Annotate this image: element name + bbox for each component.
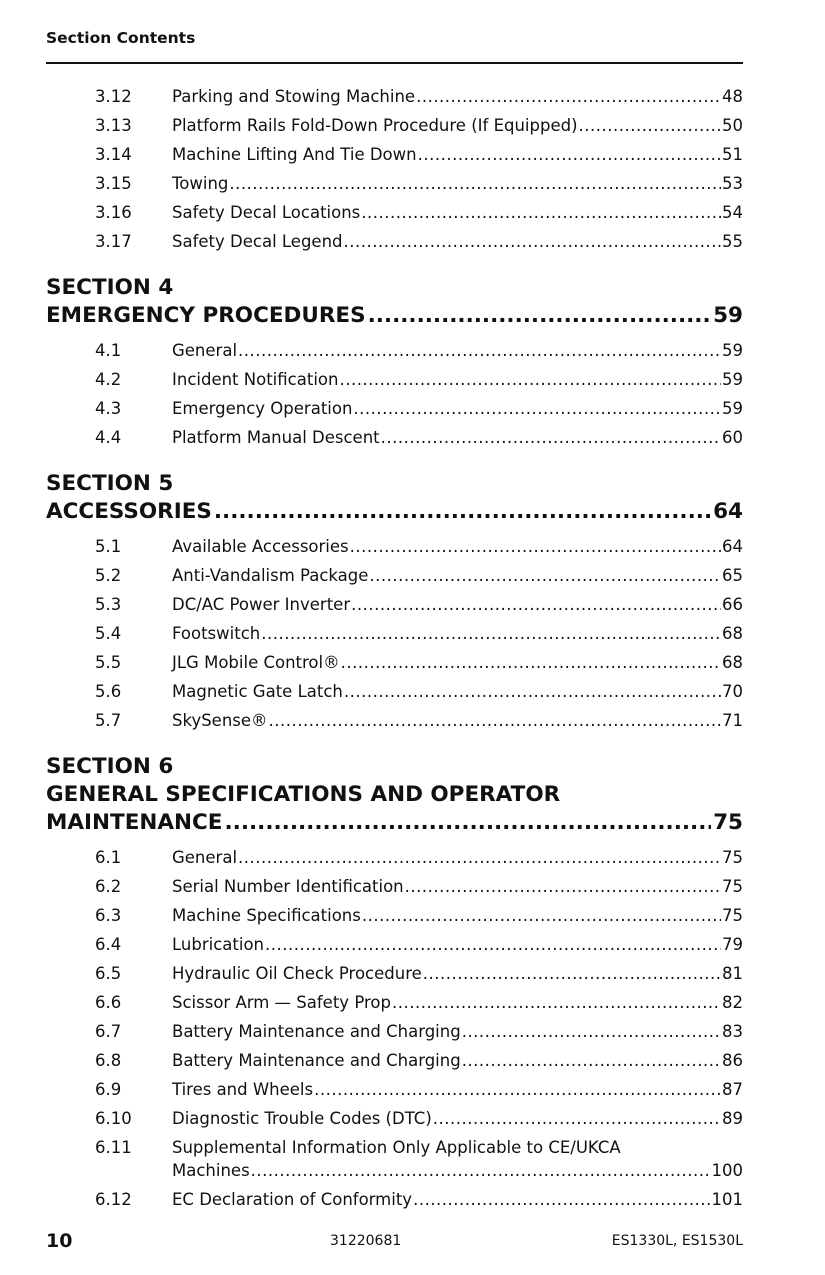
toc-entry-6-4[interactable] — [46, 932, 743, 961]
toc-entry-title: Towing — [172, 174, 229, 193]
toc-entry-page: 53 — [722, 174, 743, 193]
dot-leader — [238, 845, 721, 871]
dot-leader — [238, 338, 721, 364]
dot-leader — [462, 1048, 721, 1074]
toc-entry-page: 59 — [722, 341, 743, 360]
toc-entry-number: 6.5 — [95, 964, 122, 983]
toc-entry-title: Available Accessories — [172, 537, 349, 556]
toc-entry-title: SkySense® — [172, 711, 268, 730]
toc-entry-title: Scissor Arm — Safety Prop — [172, 993, 391, 1012]
toc-entry-3-12[interactable] — [46, 84, 743, 113]
dot-leader — [269, 708, 721, 734]
toc-entry-page: 101 — [711, 1190, 743, 1209]
section-page: 75 — [713, 810, 743, 835]
toc-entry-page: 54 — [722, 203, 743, 222]
toc-entry-5-2[interactable] — [46, 563, 743, 592]
toc-entry-6-7[interactable] — [46, 1019, 743, 1048]
toc-entry-page: 87 — [722, 1080, 743, 1099]
toc-entry-page: 89 — [722, 1109, 743, 1128]
toc-entry-title: Platform Rails Fold-Down Procedure (If Equipped) — [172, 116, 578, 135]
toc-entry-6-1[interactable] — [46, 845, 743, 874]
section-page: 59 — [713, 303, 743, 328]
dot-leader — [369, 563, 721, 589]
toc-entry-title: Footswitch — [172, 624, 261, 643]
toc-entry-5-6[interactable] — [46, 679, 743, 708]
dot-leader — [353, 396, 721, 422]
toc-entry-page: 68 — [722, 624, 743, 643]
toc-entry-page: 100 — [711, 1161, 743, 1180]
toc-entry-6-10[interactable] — [46, 1106, 743, 1135]
dot-leader — [361, 200, 721, 226]
toc-entry-title: Magnetic Gate Latch — [172, 682, 343, 701]
section-heading-4[interactable] — [46, 274, 743, 330]
toc-entry-page: 50 — [722, 116, 743, 135]
toc-entry-title: Anti-Vandalism Package — [172, 566, 369, 585]
toc-entry-4-1[interactable] — [46, 338, 743, 367]
toc-entry-5-3[interactable] — [46, 592, 743, 621]
toc-entry-number: 6.7 — [95, 1022, 122, 1041]
toc-entry-page: 59 — [722, 399, 743, 418]
toc-entry-5-7[interactable] — [46, 708, 743, 737]
dot-leader — [214, 498, 711, 526]
toc-entry-title: Lubrication — [172, 935, 264, 954]
toc-entry-number: 6.3 — [95, 906, 122, 925]
toc-entry-title: Diagnostic Trouble Codes (DTC) — [172, 1109, 432, 1128]
toc-entry-number: 6.6 — [95, 993, 122, 1012]
section-label: SECTION 4 — [46, 275, 174, 300]
toc-entry-3-13[interactable] — [46, 113, 743, 142]
toc-entry-number: 6.8 — [95, 1051, 122, 1070]
dot-leader — [368, 302, 712, 330]
toc-entry-page: 79 — [722, 935, 743, 954]
toc-entry-title: Hydraulic Oil Check Procedure — [172, 964, 422, 983]
toc-entry-number: 4.2 — [95, 370, 122, 389]
toc-entry-number: 6.10 — [95, 1109, 132, 1128]
table-of-contents — [46, 84, 743, 1216]
toc-entry-title: JLG Mobile Control® — [172, 653, 340, 672]
dot-leader — [462, 1019, 721, 1045]
toc-entry-title: Incident Notification — [172, 370, 339, 389]
dot-leader — [579, 113, 721, 139]
section-heading-5[interactable] — [46, 470, 743, 526]
toc-entry-5-4[interactable] — [46, 621, 743, 650]
section-page: 64 — [713, 499, 743, 524]
dot-leader — [416, 84, 721, 110]
toc-entry-page: 64 — [722, 537, 743, 556]
toc-entry-title: General — [172, 848, 238, 867]
toc-entry-3-17[interactable] — [46, 229, 743, 258]
dot-leader — [423, 961, 721, 987]
toc-entry-number: 6.11 — [95, 1138, 132, 1157]
dot-leader — [381, 425, 721, 451]
section-heading-6[interactable] — [46, 753, 743, 837]
toc-entry-page: 71 — [722, 711, 743, 730]
toc-entry-number: 3.12 — [95, 87, 132, 106]
toc-entry-title: Safety Decal Legend — [172, 232, 343, 251]
dot-leader — [433, 1106, 721, 1132]
dot-leader — [413, 1187, 710, 1213]
toc-entry-number: 4.1 — [95, 341, 122, 360]
toc-entry-title: Tires and Wheels — [172, 1080, 314, 1099]
toc-entry-3-14[interactable] — [46, 142, 743, 171]
toc-entry-page: 60 — [722, 428, 743, 447]
toc-entry-number: 3.14 — [95, 145, 132, 164]
toc-entry-page: 82 — [722, 993, 743, 1012]
header-divider — [46, 62, 743, 64]
toc-entry-number: 5.3 — [95, 595, 122, 614]
toc-entry-page: 68 — [722, 653, 743, 672]
dot-leader — [265, 932, 721, 958]
toc-entry-page: 66 — [722, 595, 743, 614]
toc-entry-title: Machine Specifications — [172, 906, 361, 925]
toc-entry-title: DC/AC Power Inverter — [172, 595, 351, 614]
dot-leader — [350, 534, 721, 560]
toc-entry-6-5[interactable] — [46, 961, 743, 990]
toc-entry-title: Serial Number Identification — [172, 877, 404, 896]
toc-entry-6-11[interactable] — [46, 1135, 743, 1187]
dot-leader — [229, 171, 721, 197]
toc-entry-title: Machines — [172, 1161, 250, 1180]
dot-leader — [251, 1158, 711, 1184]
toc-entry-page: 55 — [722, 232, 743, 251]
toc-entry-title: Parking and Stowing Machine — [172, 87, 416, 106]
dot-leader — [224, 809, 711, 837]
toc-entry-6-6[interactable] — [46, 990, 743, 1019]
toc-entry-3-16[interactable] — [46, 200, 743, 229]
dot-leader — [344, 229, 721, 255]
toc-entry-page: 75 — [722, 848, 743, 867]
toc-entry-6-8[interactable] — [46, 1048, 743, 1077]
section-title: ACCESSORIES — [46, 499, 212, 524]
toc-entry-page: 75 — [722, 877, 743, 896]
section-title-line-1: GENERAL SPECIFICATIONS AND OPERATOR — [46, 782, 561, 807]
toc-entry-page: 75 — [722, 906, 743, 925]
toc-entry-number: 4.4 — [95, 428, 122, 447]
section-title: MAINTENANCE — [46, 810, 223, 835]
toc-entry-page: 59 — [722, 370, 743, 389]
toc-entry-page: 81 — [722, 964, 743, 983]
dot-leader — [418, 142, 721, 168]
toc-entry-title: Safety Decal Locations — [172, 203, 361, 222]
toc-entry-title: Machine Lifting And Tie Down — [172, 145, 417, 164]
toc-entry-5-1[interactable] — [46, 534, 743, 563]
toc-entry-page: 65 — [722, 566, 743, 585]
toc-entry-number: 6.4 — [95, 935, 122, 954]
dot-leader — [341, 650, 721, 676]
dot-leader — [261, 621, 721, 647]
dot-leader — [392, 990, 721, 1016]
toc-entry-number: 6.12 — [95, 1190, 132, 1209]
toc-entry-number: 5.6 — [95, 682, 122, 701]
toc-entry-5-5[interactable] — [46, 650, 743, 679]
toc-entry-title: Emergency Operation — [172, 399, 353, 418]
dot-leader — [405, 874, 721, 900]
toc-entry-number: 6.9 — [95, 1080, 122, 1099]
toc-entry-title: EC Declaration of Conformity — [172, 1190, 413, 1209]
toc-entry-3-15[interactable] — [46, 171, 743, 200]
toc-entry-6-3[interactable] — [46, 903, 743, 932]
footer-document-number: 31220681 — [330, 1233, 402, 1249]
toc-entry-number: 3.13 — [95, 116, 132, 135]
toc-entry-4-2[interactable] — [46, 367, 743, 396]
toc-entry-number: 4.3 — [95, 399, 122, 418]
toc-entry-title: Battery Maintenance and Charging — [172, 1051, 461, 1070]
toc-entry-6-2[interactable] — [46, 874, 743, 903]
toc-entry-number: 5.5 — [95, 653, 122, 672]
footer-model-names: ES1330L, ES1530L — [611, 1233, 743, 1249]
toc-entry-4-3[interactable] — [46, 396, 743, 425]
toc-entry-page: 48 — [722, 87, 743, 106]
toc-entry-page: 51 — [722, 145, 743, 164]
toc-entry-6-12[interactable] — [46, 1187, 743, 1216]
toc-entry-number: 5.2 — [95, 566, 122, 585]
toc-entry-number: 3.16 — [95, 203, 132, 222]
toc-entry-number: 6.1 — [95, 848, 122, 867]
footer-page-number: 10 — [46, 1230, 73, 1252]
section-label: SECTION 6 — [46, 754, 174, 779]
dot-leader — [344, 679, 721, 705]
dot-leader — [339, 367, 721, 393]
dot-leader — [351, 592, 721, 618]
toc-entry-number: 5.4 — [95, 624, 122, 643]
toc-entry-number: 5.7 — [95, 711, 122, 730]
toc-entry-6-9[interactable] — [46, 1077, 743, 1106]
dot-leader — [362, 903, 721, 929]
toc-entry-page: 83 — [722, 1022, 743, 1041]
section-label: SECTION 5 — [46, 471, 174, 496]
section-title: EMERGENCY PROCEDURES — [46, 303, 366, 328]
dot-leader — [314, 1077, 721, 1103]
page-header-title: Section Contents — [46, 29, 196, 47]
toc-entry-number: 3.17 — [95, 232, 132, 251]
toc-entry-page: 86 — [722, 1051, 743, 1070]
toc-entry-title-line-1: Supplemental Information Only Applicable to CE/UKCA — [172, 1138, 621, 1157]
toc-entry-page: 70 — [722, 682, 743, 701]
toc-entry-4-4[interactable] — [46, 425, 743, 454]
toc-entry-title: General — [172, 341, 238, 360]
toc-entry-number: 5.1 — [95, 537, 122, 556]
toc-entry-title: Battery Maintenance and Charging — [172, 1022, 461, 1041]
toc-entry-number: 3.15 — [95, 174, 132, 193]
toc-entry-number: 6.2 — [95, 877, 122, 896]
toc-entry-title: Platform Manual Descent — [172, 428, 380, 447]
